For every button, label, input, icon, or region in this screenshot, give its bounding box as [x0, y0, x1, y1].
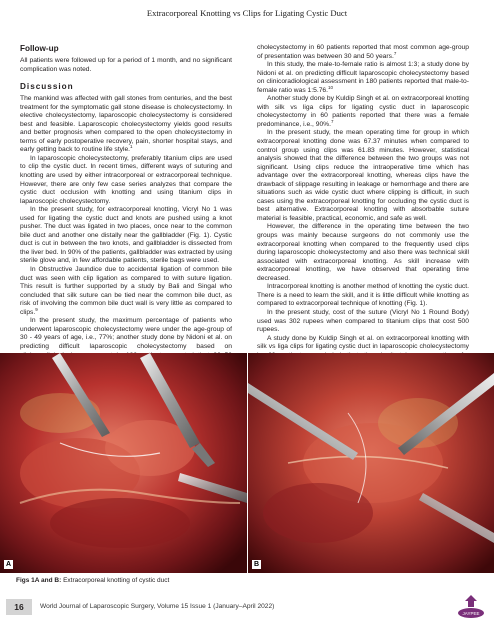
page-number: 16 — [6, 599, 32, 615]
jaypee-logo-icon — [456, 593, 486, 621]
paragraph-text: cholecystectomy in 60 patients reported that most common age-group of presentation was between 30 and 50 years. — [257, 44, 469, 60]
discussion-paragraph: However, the difference in the operating time between the two groups was mainly because surgeons do not commonly use the extracorporeal knotting when compared to the frequently used clips during laparoscopic cholecystectomy and also there was technical skill associated with extracorporeal knotting. As skill increase with extracorporeal knotting, we have observed that operating time decreased. — [257, 223, 469, 282]
caption-label: Figs 1A and B: — [16, 577, 62, 584]
paragraph-text: In this study, the male-to-female ratio is almost 1:3; a study done by Nidoni et al. on predicting difficult laparoscopic cholecystectomy based on clinicoradiological assessment in 180 patients reported that male-to-female ratio was 1:5.76. — [257, 61, 469, 94]
paragraph-text: Another study done by Kuldip Singh et al. on extracorporeal knotting with silk vs liga clips for ligating cystic duct in laparoscopic cholecystectomy in 60 patients reported that there was a female predominance, i.e., 90%. — [257, 95, 469, 128]
discussion-paragraph — [257, 61, 469, 95]
panel-label-b: B — [253, 561, 260, 568]
discussion-paragraph: Intracorporeal knotting is another method of knotting the cystic duct. There is a need to learn the skill, and it is little difficult while knotting as compared to extracorporeal technique of knotting (Fig. 1). — [257, 283, 469, 308]
svg-text:JAYPEE: JAYPEE — [462, 611, 480, 616]
running-head: Extracorporeal Knotting vs Clips for Ligating Cystic Duct — [146, 8, 348, 18]
paragraph-text: In the present study, the maximum percentage of patients who underwent laparoscopic cholecystectomy were under the age-group of 30 - 49 years of age, i.e., 77%; another study done by Nidoni et al. on predicting difficult laparoscopic cholecystectomy based on — [20, 317, 232, 350]
paragraph-text: In Obstructive Jaundice due to accidental ligation of common bile duct was seen with clip ligation as compared to with suture ligation. This result is further supported by a study by Bali and Singal who concluded that silk suture can be tied near the common bile duct, as risk of involving the common bile duct wall is very little as compared to clips. — [20, 266, 232, 316]
discussion-paragraph: In the present study, the mean operating time for group in which extracorporeal knotting done was 67.37 minutes when compared to control group using clips was 61.83 minutes. However, statistical analysis showed that the difference between the two groups was not significant. Using clips reduce the intraoperative time which has advantage over the extracorporeal knotting, whereas clips have the drawback of slippage resulting in leakage or hemorrhage and there are situations such as wide cystic duct where clipping is difficult, in such cases using the extracorporeal knotting for occluding the cystic duct is best alternative. Extracorporeal knotting with absorbable suture material is feasible, practical, economic, and safe as well. — [257, 129, 469, 222]
figure-1 — [0, 353, 494, 573]
discussion-paragraph — [20, 95, 232, 155]
discussion-heading: Discussion — [20, 82, 74, 92]
figure-caption — [16, 577, 169, 584]
journal-line: World Journal of Laparoscopic Surgery, Volume 15 Issue 1 (January–April 2022) — [40, 603, 275, 610]
followup-heading: Follow-up — [20, 44, 59, 53]
discussion-paragraph: In laparoscopic cholecystectomy, preferably titanium clips are used to clip the cystic duct. In recent times, different ways of suturing and knotting are used by either intracorporeal or extracorporeal technique. However, there are only few case series analyzes that compare the cystic duct occlusion with knotting and using titanium clips in laparoscopic cholecystectomy. — [20, 154, 232, 205]
figure-panel-b — [248, 353, 494, 573]
figure-panel-a — [0, 353, 247, 573]
left-column — [20, 44, 232, 394]
paragraph-text: A study done by Kuldip Singh et al. on extracorporeal knotting with silk vs liga clips for ligating cystic duct in laparoscopic cholecystectomy — [257, 334, 469, 351]
laparoscopic-image-b — [248, 353, 494, 573]
right-column — [257, 44, 469, 386]
discussion-paragraph — [257, 95, 469, 129]
citation: 7 — [393, 50, 397, 56]
panel-label-a: A — [5, 561, 12, 568]
citation: 9 — [35, 306, 38, 312]
discussion-paragraph: In the present study, for extracorporeal knotting, Vicryl No 1 was used for ligating the cystic duct and knots are pushed using a knot pusher. The duct was ligated in two places, once near to the common bile duct and another one distally near the gallbladder (Fig. 1). Cystic duct is cut in between the two knots, and gallbladder is dissected from the liver bed. In 90% of the patients, gallbladder was extracted by using sterile glove and, in few affordable patients, sterile bags were used. — [20, 206, 232, 265]
discussion-paragraph — [257, 44, 469, 61]
followup-text: All patients were followed up for a period of 1 month, and no significant complication was noted. — [20, 57, 232, 73]
discussion-paragraph: In the present study, cost of the suture (Vicryl No 1 Round Body) used was 302 rupees when compared to titanium clips that cost 500 rupees. — [257, 308, 469, 334]
citation: 10 — [328, 84, 334, 90]
discussion-paragraph — [20, 266, 232, 317]
caption-text: Extracorporeal knotting of cystic duct — [61, 577, 170, 584]
laparoscopic-image-a — [0, 353, 247, 573]
citation: 7 — [330, 118, 334, 124]
paragraph-text: The mankind was affected with gall stones from centuries, and the best treatment for the symptomatic gall stone disease is cholecystectomy. In elective cholecystectomy, laparoscopic cholecystectomy is considered best and feasible. Laparoscopic cholecystectomy yields good results and better prognosis when compared to the open cholecystectomy in terms of early postoperative recovery, pain, shorter hospital stays, and early getting back to routine life style. — [20, 95, 232, 154]
page-footer — [0, 599, 494, 625]
citation: 1 — [130, 144, 133, 150]
